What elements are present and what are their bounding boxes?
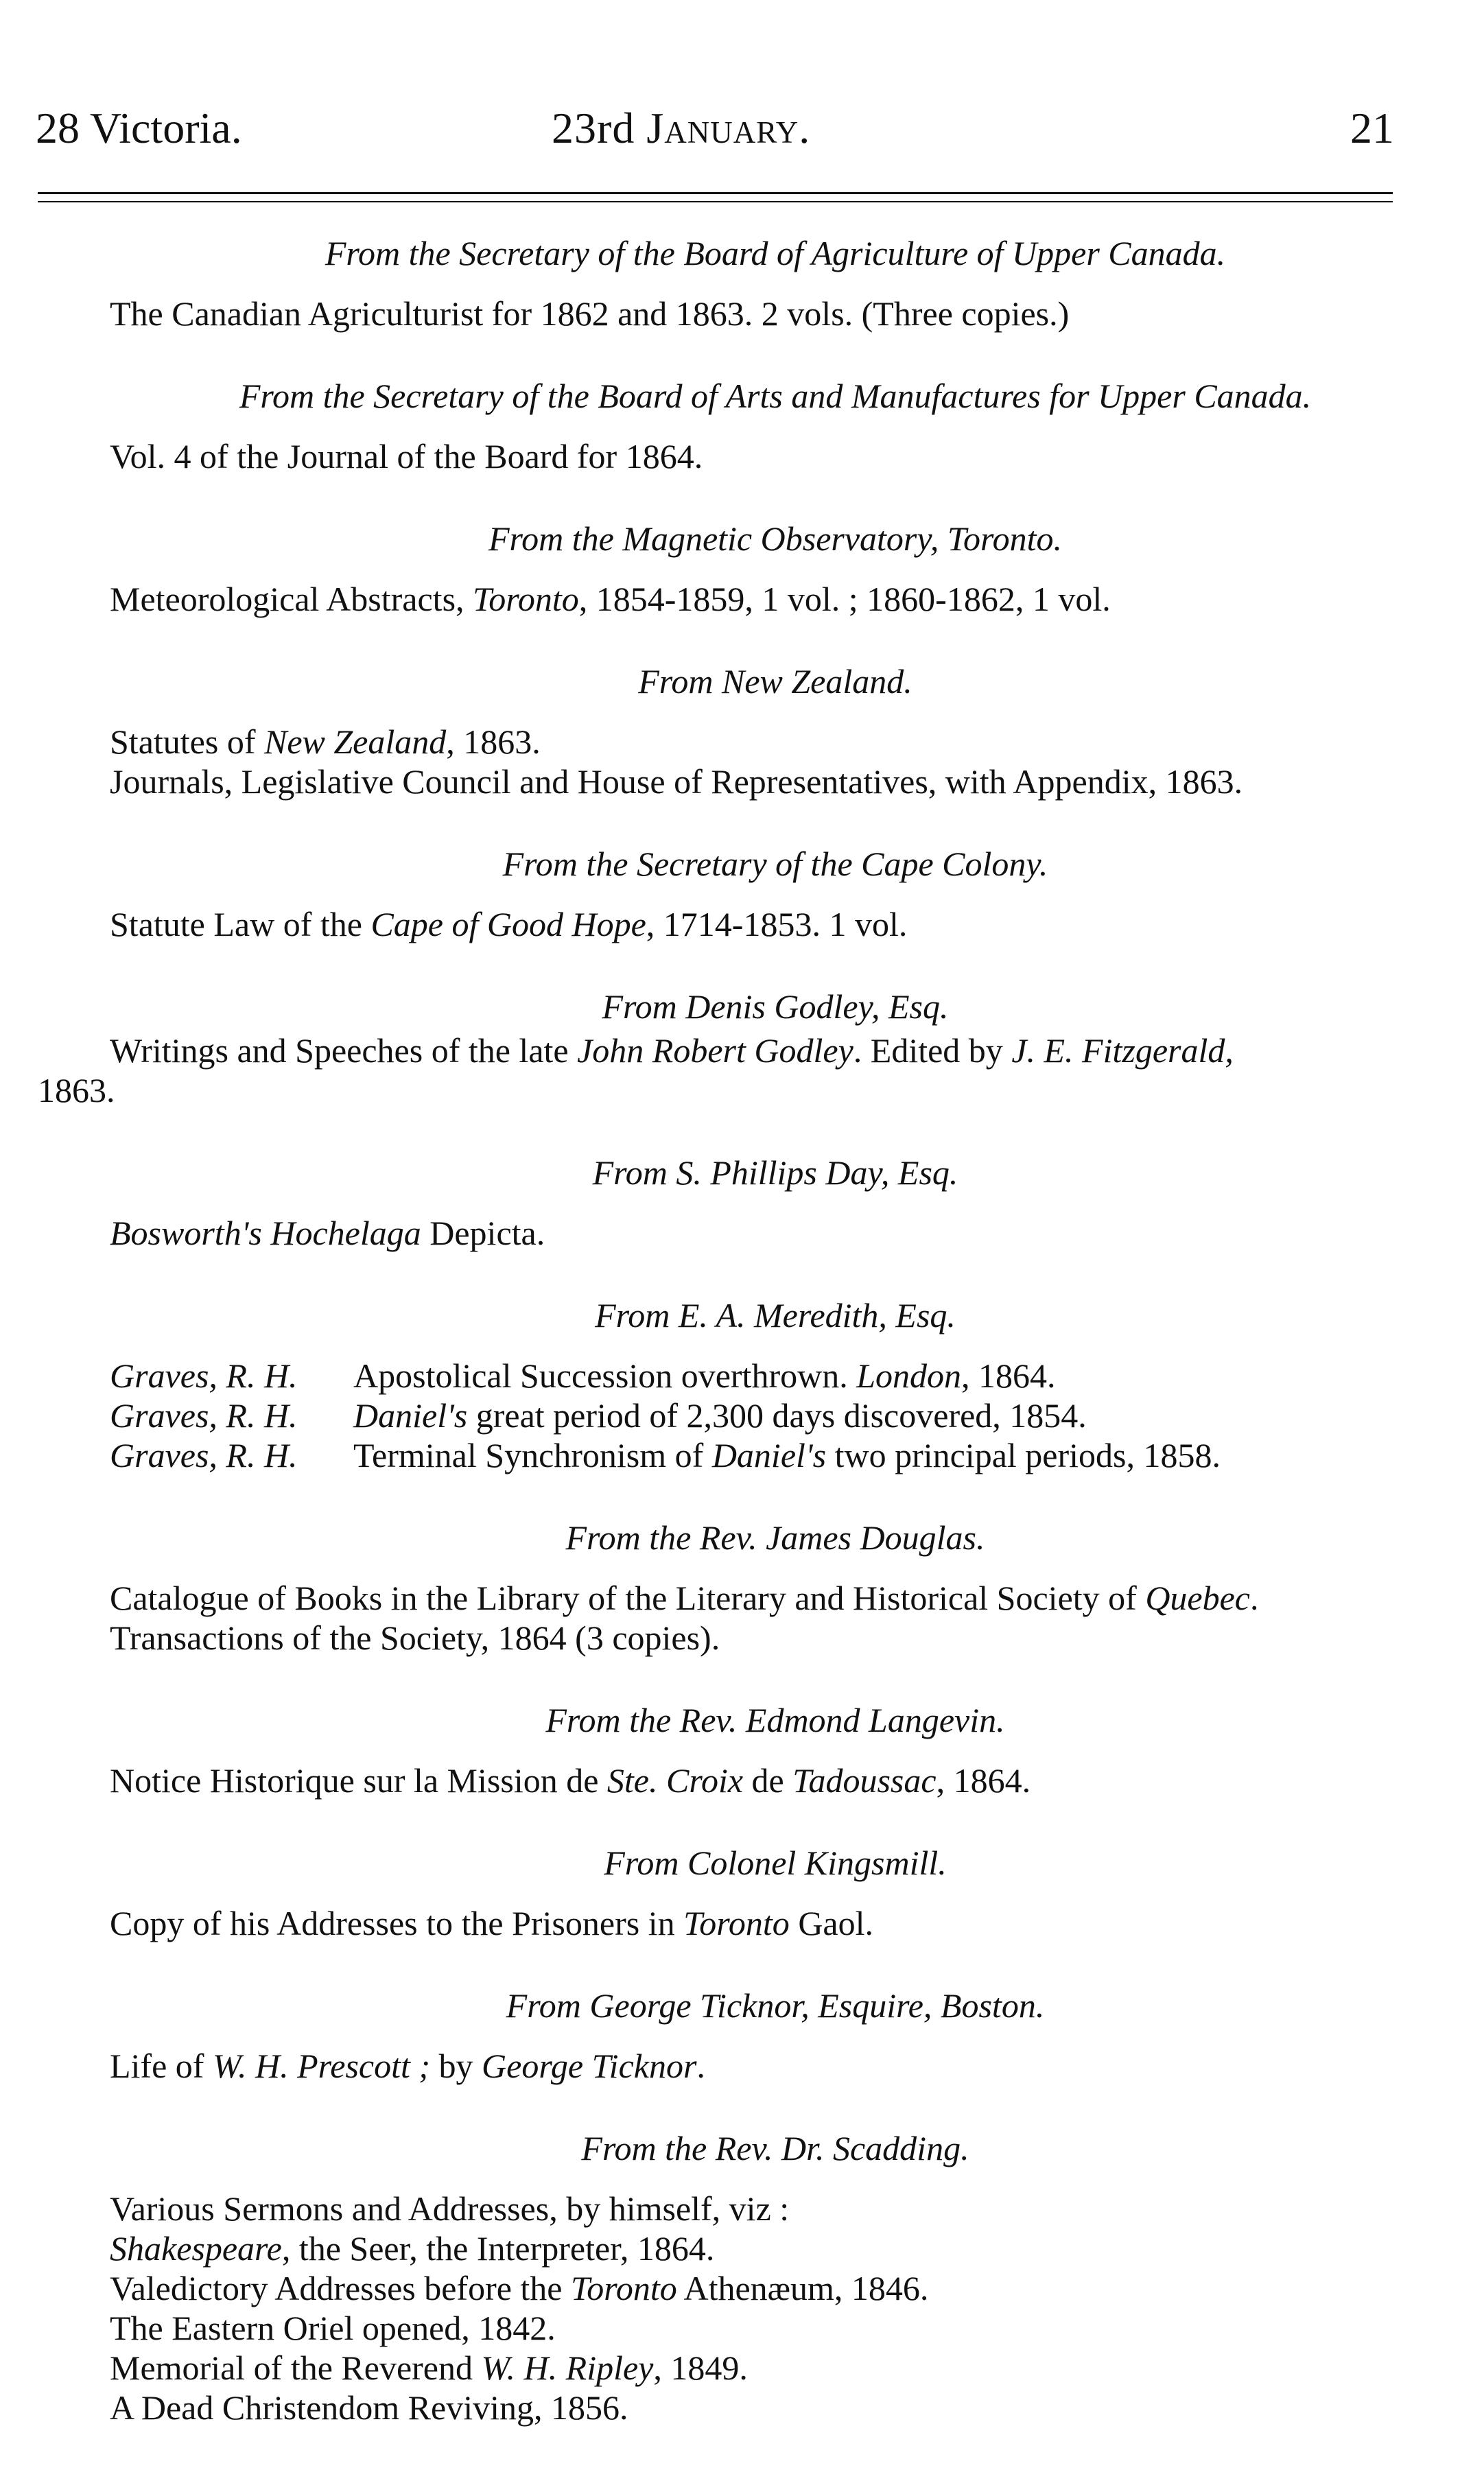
entry-text: . Edited by xyxy=(853,1031,1012,1070)
entry-text: Athenæum, 1846. xyxy=(676,2269,929,2307)
entry-text: great period of 2,300 days discovered, 1854. xyxy=(467,1396,1087,1435)
donor-heading: From the Secretary of the Cape Colony. xyxy=(502,845,1048,883)
header-date-number: 23rd xyxy=(552,104,635,152)
donation-entry xyxy=(110,2228,1400,2268)
entry-place: Toronto xyxy=(683,1904,790,1942)
donation-section xyxy=(110,233,1400,333)
donation-entry xyxy=(110,1435,1400,1475)
header-regnal-year: 28 Victoria. xyxy=(36,104,242,152)
donation-entry: Vol. 4 of the Journal of the Board for 1864. xyxy=(110,437,703,475)
header-rule-top xyxy=(38,192,1393,194)
donor-heading: From E. A. Meredith, Esq. xyxy=(595,1296,956,1334)
header-date xyxy=(552,103,810,154)
entry-text: Notice Historique sur la Mission de xyxy=(110,1761,607,1800)
entry-name: Shakespeare xyxy=(110,2229,282,2268)
donation-entry xyxy=(110,1356,1400,1396)
entry-place: Quebec xyxy=(1145,1579,1250,1617)
entry-place: New Zealand xyxy=(263,722,447,761)
entry-author: Graves, R. H. xyxy=(110,1436,298,1474)
page-header xyxy=(36,103,1401,158)
entry-text: by xyxy=(430,2047,482,2085)
donation-entry xyxy=(110,1396,1400,1435)
entry-text: Apostolical Succession overthrown. xyxy=(353,1356,857,1395)
donations-list xyxy=(38,233,1400,2470)
page-number: 21 xyxy=(1350,104,1394,152)
donation-entry xyxy=(110,1761,1400,1800)
donation-section xyxy=(110,1153,1400,1253)
donation-entry: Transactions of the Society, 1864 (3 copies). xyxy=(110,1619,720,1657)
entry-text: Gaol. xyxy=(789,1904,874,1942)
entry-author: George Ticknor xyxy=(482,2047,697,2085)
entry-text: , 1864. xyxy=(961,1356,1056,1395)
entry-text: Catalogue of Books in the Library of the Literary and Historical Society of xyxy=(110,1579,1146,1617)
entry-text: Meteorological Abstracts, xyxy=(110,580,473,618)
donation-section xyxy=(110,1843,1400,1943)
entry-place: Toronto xyxy=(571,2269,677,2307)
entry-text: Statutes of xyxy=(110,722,264,761)
entry-text: , 1714-1853. 1 vol. xyxy=(646,905,908,943)
entry-text: . xyxy=(1250,1579,1259,1617)
donation-entry: The Canadian Agriculturist for 1862 and 1863. 2 vols. (Three copies.) xyxy=(110,294,1070,333)
header-date-month: January. xyxy=(646,104,811,152)
entry-text: Statute Law of the xyxy=(110,905,371,943)
entry-author: Graves, R. H. xyxy=(110,1396,298,1435)
donor-heading: From the Rev. Edmond Langevin. xyxy=(545,1701,1005,1739)
donation-entry: A Dead Christendom Reviving, 1856. xyxy=(110,2388,628,2427)
entry-text: , 1863. xyxy=(446,722,541,761)
entry-text: de xyxy=(743,1761,793,1800)
entry-year: 1863. xyxy=(38,1071,115,1109)
donation-section xyxy=(110,661,1400,801)
donor-heading: From Denis Godley, Esq. xyxy=(602,987,949,1026)
entry-text: , 1854-1859, 1 vol. ; 1860-1862, 1 vol. xyxy=(578,580,1111,618)
entry-name: Daniel's xyxy=(711,1436,827,1474)
entry-place: Tadoussac xyxy=(792,1761,937,1800)
donor-heading: From the Rev. Dr. Scadding. xyxy=(581,2129,969,2167)
donor-heading: From the Secretary of the Board of Arts and Manufactures for Upper Canada. xyxy=(239,377,1312,415)
entry-text: Memorial of the Reverend xyxy=(110,2349,482,2387)
donation-section xyxy=(38,987,1400,1110)
entry-name: W. H. Ripley xyxy=(481,2349,654,2387)
donation-entry: The Eastern Oriel opened, 1842. xyxy=(110,2309,556,2347)
entry-text: Writings and Speeches of the late xyxy=(110,1031,578,1070)
donor-heading: From the Secretary of the Board of Agriculture of Upper Canada. xyxy=(325,234,1226,272)
entry-place: Toronto xyxy=(473,580,579,618)
entry-text: Life of xyxy=(110,2047,213,2085)
entry-text: Valedictory Addresses before the xyxy=(110,2269,571,2307)
donation-section xyxy=(110,2128,1400,2427)
donation-entry xyxy=(110,1903,1400,1943)
donation-entry: Journals, Legislative Council and House of Representatives, with Appendix, 1863. xyxy=(110,762,1243,801)
donor-heading: From George Ticknor, Esquire, Boston. xyxy=(506,1986,1045,2025)
donation-entry xyxy=(110,2348,1400,2388)
entry-text: Terminal Synchronism of xyxy=(353,1436,712,1474)
entry-place: London xyxy=(856,1356,962,1395)
donation-entry xyxy=(110,1213,1400,1253)
entry-title xyxy=(353,1435,1221,1475)
entry-author: John Robert Godley xyxy=(577,1031,853,1070)
donation-entry xyxy=(110,2046,1400,2086)
header-rule-bottom xyxy=(38,201,1393,202)
donation-section xyxy=(110,844,1400,944)
donor-heading: From S. Phillips Day, Esq. xyxy=(592,1153,958,1192)
entry-text: . xyxy=(696,2047,705,2085)
entry-text: , 1864. xyxy=(936,1761,1031,1800)
entry-title: Bosworth's Hochelaga xyxy=(110,1214,421,1252)
entry-text: two principal periods, 1858. xyxy=(826,1436,1221,1474)
donation-entry xyxy=(110,722,1400,762)
entry-text: , 1849. xyxy=(653,2349,748,2387)
donation-entry: Various Sermons and Addresses, by himself, viz : xyxy=(110,2189,790,2228)
donation-entry xyxy=(110,1578,1400,1618)
entry-name: W. H. Prescott ; xyxy=(212,2047,431,2085)
entry-place: Cape of Good Hope xyxy=(370,905,646,943)
donation-section xyxy=(110,1518,1400,1658)
donation-entry xyxy=(110,579,1400,619)
entry-title xyxy=(353,1356,1056,1396)
donor-heading: From Colonel Kingsmill. xyxy=(604,1844,947,1882)
entry-title xyxy=(353,1396,1087,1435)
donation-section xyxy=(110,519,1400,619)
donation-entry xyxy=(38,1031,1400,1110)
donation-section xyxy=(110,376,1400,476)
entry-author: Graves, R. H. xyxy=(110,1356,298,1395)
donor-heading: From New Zealand. xyxy=(638,662,912,701)
donation-entry xyxy=(110,904,1400,944)
entry-text: , the Seer, the Interpreter, 1864. xyxy=(281,2229,715,2268)
donor-heading: From the Rev. James Douglas. xyxy=(565,1518,985,1557)
donation-section xyxy=(110,1986,1400,2086)
donation-entry xyxy=(110,2268,1400,2308)
donation-section xyxy=(110,1700,1400,1800)
entry-name: Daniel's xyxy=(353,1396,468,1435)
entry-text: Depicta. xyxy=(421,1214,545,1252)
donation-section xyxy=(110,1295,1400,1475)
donor-heading: From the Magnetic Observatory, Toronto. xyxy=(488,519,1063,558)
entry-place: Ste. Croix xyxy=(606,1761,744,1800)
entry-text: Copy of his Addresses to the Prisoners in xyxy=(110,1904,684,1942)
entry-editor: J. E. Fitzgerald, xyxy=(1011,1031,1234,1070)
